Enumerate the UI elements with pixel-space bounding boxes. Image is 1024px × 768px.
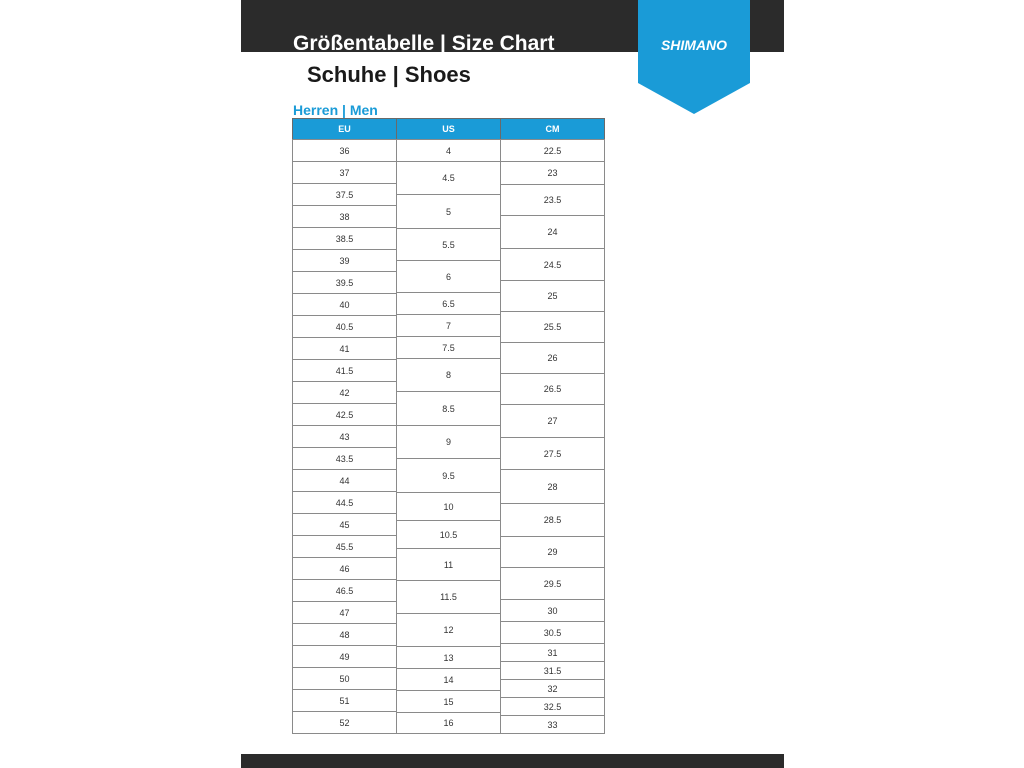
table-cell-us: 10.5 [396, 520, 501, 549]
table-cell-us: 10 [396, 492, 501, 521]
page-title: Größentabelle | Size Chart [293, 32, 555, 55]
column-header-cm: CM [500, 118, 605, 140]
table-cell-eu: 37.5 [292, 183, 397, 206]
table-cell-cm: 29 [500, 536, 605, 568]
table-cell-us: 6 [396, 260, 501, 293]
size-chart-document [241, 0, 784, 768]
table-cell-us: 4.5 [396, 161, 501, 195]
table-cell-cm: 31.5 [500, 661, 605, 680]
table-cell-eu: 41 [292, 337, 397, 360]
table-cell-cm: 25 [500, 280, 605, 312]
logo-badge-shape [638, 0, 750, 114]
table-cell-us: 9.5 [396, 458, 501, 493]
size-table [292, 118, 605, 734]
logo-text: SHIMANO [660, 37, 728, 53]
table-cell-eu: 43.5 [292, 447, 397, 470]
table-cell-cm: 28.5 [500, 503, 605, 537]
table-cell-cm: 30 [500, 599, 605, 622]
table-cell-cm: 28 [500, 469, 605, 504]
table-cell-eu: 37 [292, 161, 397, 184]
table-cell-eu: 41.5 [292, 359, 397, 382]
table-cell-us: 8.5 [396, 391, 501, 426]
table-cell-eu: 44 [292, 469, 397, 492]
table-cell-eu: 50 [292, 667, 397, 690]
table-cell-us: 8 [396, 358, 501, 392]
page-subtitle: Schuhe | Shoes [307, 62, 471, 87]
table-cell-eu: 42.5 [292, 403, 397, 426]
table-cell-us: 7 [396, 314, 501, 337]
section-label-men: Herren | Men [293, 102, 378, 118]
table-cell-eu: 46 [292, 557, 397, 580]
table-cell-cm: 31 [500, 643, 605, 662]
table-cell-cm: 33 [500, 715, 605, 734]
table-cell-us: 13 [396, 646, 501, 669]
column-header-eu: EU [292, 118, 397, 140]
table-cell-us: 7.5 [396, 336, 501, 359]
table-cell-us: 5 [396, 194, 501, 229]
table-cell-us: 16 [396, 712, 501, 734]
table-cell-cm: 22.5 [500, 139, 605, 162]
table-cell-cm: 23 [500, 161, 605, 185]
column-header-us: US [396, 118, 501, 140]
table-cell-cm: 27 [500, 404, 605, 438]
table-cell-us: 12 [396, 613, 501, 647]
table-cell-us: 6.5 [396, 292, 501, 315]
table-cell-cm: 32 [500, 679, 605, 698]
table-cell-eu: 47 [292, 601, 397, 624]
table-cell-us: 15 [396, 690, 501, 713]
table-cell-eu: 43 [292, 425, 397, 448]
table-cell-us: 11 [396, 548, 501, 581]
table-cell-eu: 38 [292, 205, 397, 228]
shimano-logo [638, 0, 750, 114]
table-cell-cm: 26 [500, 342, 605, 374]
table-cell-us: 14 [396, 668, 501, 691]
table-cell-cm: 23.5 [500, 184, 605, 216]
table-cell-eu: 40 [292, 293, 397, 316]
table-cell-eu: 44.5 [292, 491, 397, 514]
footer-band [241, 754, 784, 768]
table-cell-eu: 46.5 [292, 579, 397, 602]
table-cell-cm: 32.5 [500, 697, 605, 716]
table-cell-eu: 48 [292, 623, 397, 646]
table-cell-eu: 52 [292, 711, 397, 734]
table-cell-eu: 49 [292, 645, 397, 668]
table-cell-us: 9 [396, 425, 501, 459]
table-cell-cm: 25.5 [500, 311, 605, 343]
table-cell-eu: 45.5 [292, 535, 397, 558]
table-cell-eu: 36 [292, 139, 397, 162]
table-cell-cm: 24 [500, 215, 605, 249]
table-cell-eu: 39 [292, 249, 397, 272]
table-cell-us: 4 [396, 139, 501, 162]
table-cell-cm: 26.5 [500, 373, 605, 405]
table-cell-eu: 39.5 [292, 271, 397, 294]
table-cell-cm: 30.5 [500, 621, 605, 644]
table-cell-cm: 29.5 [500, 567, 605, 600]
table-cell-cm: 24.5 [500, 248, 605, 281]
table-cell-eu: 51 [292, 689, 397, 712]
table-cell-us: 11.5 [396, 580, 501, 614]
table-cell-eu: 38.5 [292, 227, 397, 250]
table-cell-us: 5.5 [396, 228, 501, 261]
table-cell-eu: 45 [292, 513, 397, 536]
table-cell-cm: 27.5 [500, 437, 605, 470]
table-cell-eu: 40.5 [292, 315, 397, 338]
table-cell-eu: 42 [292, 381, 397, 404]
